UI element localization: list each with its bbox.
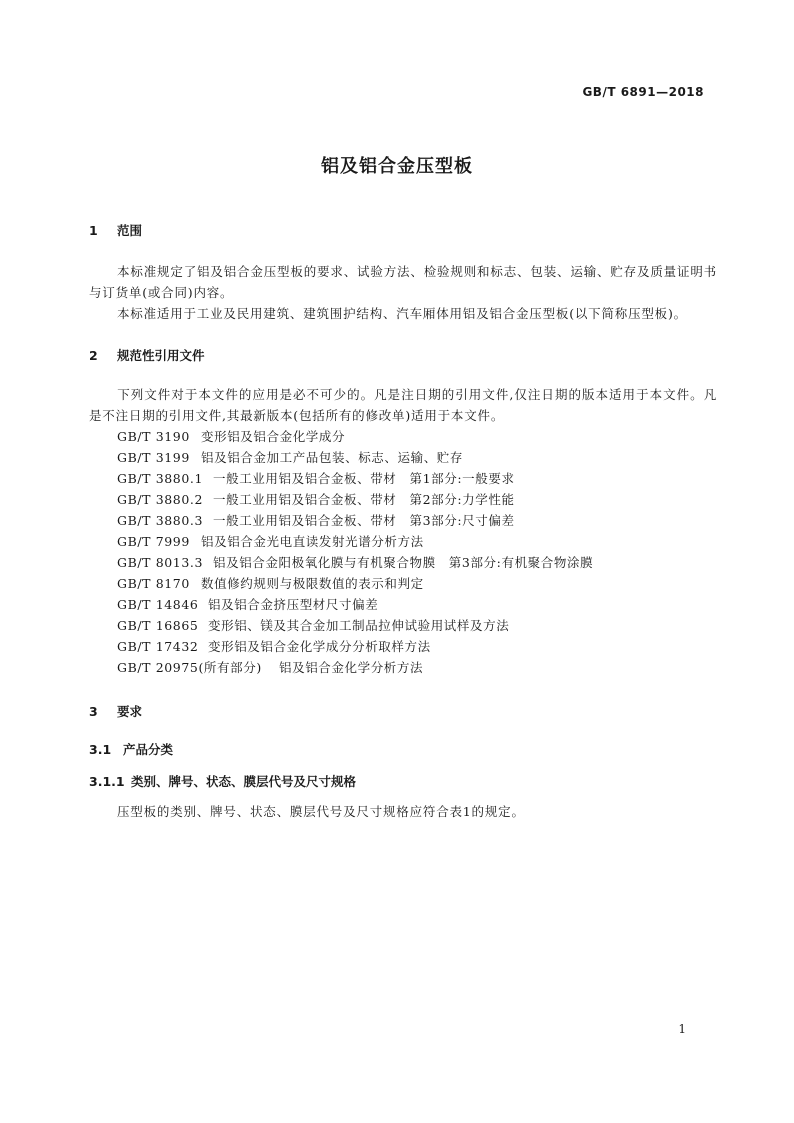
section-3-1-1-heading [89, 772, 356, 790]
section-number: 3.1.1 [89, 774, 125, 789]
paragraph-text: 压型板的类别、牌号、状态、膜层代号及尺寸规格应符合表1的规定。 [117, 804, 525, 819]
section-3-1-heading [89, 740, 173, 758]
reference-title: 一般工业用铝及铝合金板、带材 第3部分:尺寸偏差 [213, 513, 515, 528]
section-2-intro [89, 384, 717, 426]
reference-item [117, 531, 593, 552]
reference-item [117, 573, 593, 594]
section-title: 类别、牌号、状态、膜层代号及尺寸规格 [131, 774, 357, 789]
reference-item [117, 489, 593, 510]
reference-item [117, 552, 593, 573]
reference-code: GB/T 3880.3 [117, 513, 204, 528]
section-2-heading [89, 346, 205, 364]
reference-item [117, 447, 593, 468]
section-1-paragraph-1 [89, 261, 717, 303]
reference-title: 铝及铝合金光电直读发射光谱分析方法 [201, 534, 424, 549]
paragraph-text: 下列文件对于本文件的应用是必不可少的。凡是注日期的引用文件,仅注日期的版本适用于本文件。凡是不注日期的引用文件,其最新版本(包括所有的修改单)适用于本文件。 [89, 387, 717, 423]
reference-title: 一般工业用铝及铝合金板、带材 第2部分:力学性能 [213, 492, 515, 507]
reference-title: 变形铝及铝合金化学成分分析取样方法 [208, 639, 431, 654]
reference-code: GB/T 14846 [117, 597, 199, 612]
reference-item [117, 636, 593, 657]
reference-item [117, 510, 593, 531]
reference-code: GB/T 16865 [117, 618, 199, 633]
reference-title: 铝及铝合金阳极氧化膜与有机聚合物膜 第3部分:有机聚合物涂膜 [213, 555, 594, 570]
reference-code: GB/T 8170 [117, 576, 190, 591]
reference-code: GB/T 7999 [117, 534, 190, 549]
section-title: 要求 [117, 704, 143, 719]
reference-item [117, 657, 593, 678]
reference-title: 一般工业用铝及铝合金板、带材 第1部分:一般要求 [213, 471, 515, 486]
section-number: 3.1 [89, 742, 112, 757]
reference-item [117, 615, 593, 636]
paragraph-text: 本标准适用于工业及民用建筑、建筑围护结构、汽车厢体用铝及铝合金压型板(以下简称压型板)。 [117, 306, 687, 321]
reference-code: GB/T 3199 [117, 450, 190, 465]
document-title: 铝及铝合金压型板 [321, 156, 473, 177]
reference-item [117, 594, 593, 615]
paragraph-text: 本标准规定了铝及铝合金压型板的要求、试验方法、检验规则和标志、包装、运输、贮存及质量证明书与订货单(或合同)内容。 [89, 264, 717, 300]
section-1-heading [89, 221, 142, 239]
section-title: 规范性引用文件 [117, 348, 205, 363]
reference-code: GB/T 8013.3 [117, 555, 204, 570]
reference-item [117, 468, 593, 489]
normative-references-list [117, 426, 593, 678]
reference-title: 铝及铝合金化学分析方法 [279, 660, 424, 675]
standard-code: GB/T 6891—2018 [582, 85, 704, 99]
reference-item [117, 426, 593, 447]
section-3-heading [89, 702, 142, 720]
reference-title: 铝及铝合金加工产品包装、标志、运输、贮存 [201, 450, 464, 465]
section-title: 产品分类 [123, 742, 174, 757]
reference-code: GB/T 17432 [117, 639, 199, 654]
section-number: 3 [89, 704, 98, 719]
reference-code: GB/T 20975(所有部分) [117, 660, 262, 675]
reference-code: GB/T 3880.1 [117, 471, 204, 486]
reference-title: 变形铝、镁及其合金加工制品拉伸试验用试样及方法 [208, 618, 510, 633]
section-number: 2 [89, 348, 98, 363]
section-title: 范围 [117, 223, 143, 238]
reference-code: GB/T 3880.2 [117, 492, 204, 507]
reference-title: 铝及铝合金挤压型材尺寸偏差 [208, 597, 379, 612]
section-number: 1 [89, 223, 98, 238]
section-3-1-1-paragraph [89, 801, 717, 822]
reference-code: GB/T 3190 [117, 429, 190, 444]
section-1-paragraph-2 [89, 303, 717, 324]
reference-title: 变形铝及铝合金化学成分 [201, 429, 346, 444]
page-number: 1 [678, 1022, 686, 1036]
reference-title: 数值修约规则与极限数值的表示和判定 [201, 576, 424, 591]
